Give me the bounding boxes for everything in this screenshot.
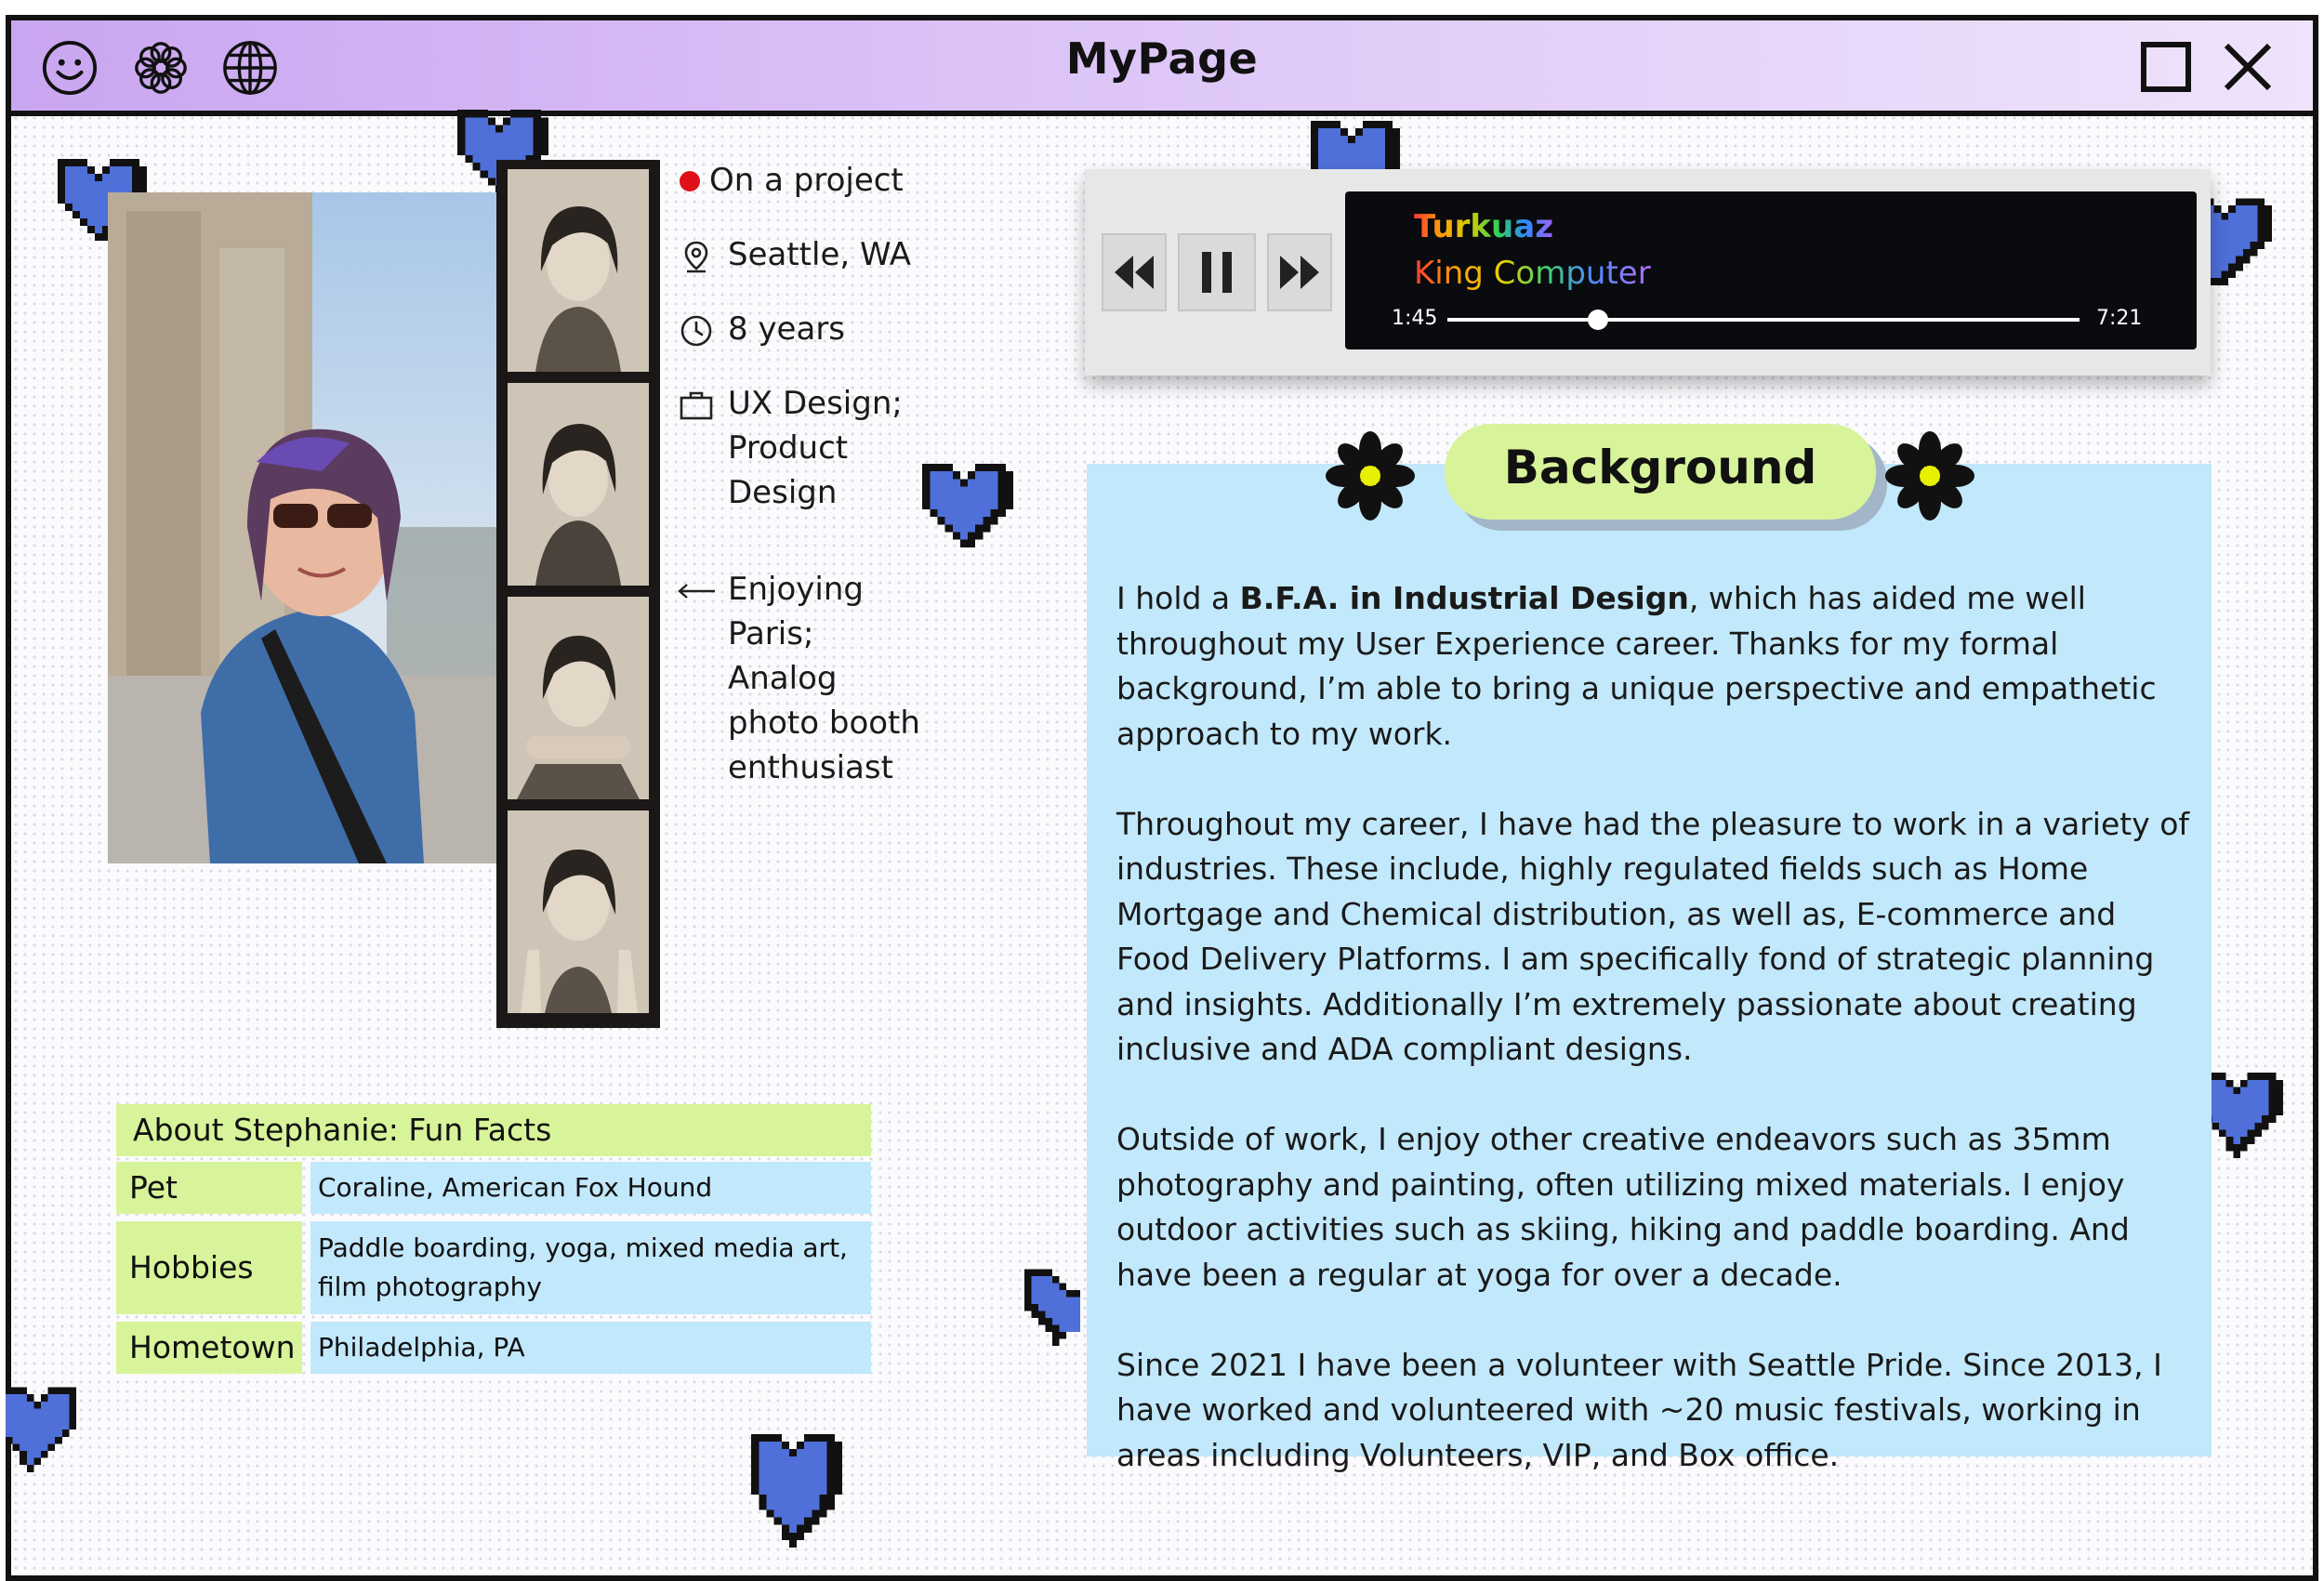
fun-fact-value-cell (310, 1221, 871, 1314)
fun-facts-header (116, 1104, 871, 1156)
fast-forward-icon (1269, 235, 1330, 310)
daisy-icon (1883, 429, 1976, 522)
app-window (6, 15, 2318, 1581)
photo-booth-frame (508, 810, 649, 1013)
clock-icon (680, 314, 713, 348)
photo-booth-strip (496, 160, 660, 1028)
pixel-heart-icon (1303, 119, 1400, 175)
fun-fact-label-cell (116, 1322, 302, 1374)
status-dot-icon (680, 171, 700, 191)
artist-name: King Computer (1414, 255, 1651, 292)
photo-booth-frame (508, 383, 649, 586)
background-heading: Background (1503, 441, 1817, 494)
location-text: Seattle, WA (728, 236, 911, 273)
degree-text: B.F.A. in Industrial Design (1239, 580, 1689, 616)
background-paragraph (1116, 576, 2195, 757)
fast-forward-button[interactable] (1267, 233, 1332, 311)
experience-text: 8 years (728, 310, 846, 348)
daisy-icon (1324, 429, 1417, 522)
window-title: MyPage (1065, 33, 1259, 84)
close-icon[interactable] (2222, 41, 2274, 93)
song-title: Turkuaz (1414, 208, 1553, 245)
rewind-button[interactable] (1102, 233, 1167, 311)
progress-knob[interactable] (1588, 310, 1608, 330)
briefcase-icon (680, 389, 713, 422)
fun-fact-label: Hobbies (129, 1249, 254, 1285)
elapsed-time: 1:45 (1392, 307, 1438, 330)
background-text (1116, 576, 2195, 1523)
pixel-heart-icon (1024, 1266, 1080, 1363)
background-paragraph: Throughout my career, I have had the pleasure to work in a variety of industries. These include, highly regulated fields such as Home Mortgage and Chemical distribution, as well as, E-commerce and Food Delivery Platforms. I am specifically fond of strategic planning and insights. Additionally I’m extremely passionate about creating inclusive and ADA compliant designs. (1116, 805, 2190, 1067)
total-duration: 7:21 (2096, 307, 2143, 330)
player-screen (1345, 191, 2197, 349)
background-paragraph: Outside of work, I enjoy other creative endeavors such as 35mm photography and painting, often utilizing mixed materials. I enjoy outdoor activities such as skiing, hiking and paddle boarding. And have been a regular at yoga for over a decade. (1116, 1121, 2130, 1293)
pixel-heart-icon (744, 1433, 842, 1556)
background-heading-pill (1445, 424, 1876, 520)
fun-facts-title: About Stephanie: Fun Facts (133, 1112, 552, 1148)
fun-fact-label: Pet (129, 1169, 178, 1206)
maximize-icon[interactable] (2140, 41, 2192, 93)
location-pin-icon (680, 240, 713, 273)
fun-fact-label-cell (116, 1221, 302, 1314)
fun-fact-label-cell (116, 1162, 302, 1214)
fun-fact-label: Hometown (129, 1329, 296, 1365)
fun-fact-value: Paddle boarding, yoga, mixed media art, film photography (318, 1232, 848, 1302)
roles-text: UX Design; Product Design (728, 385, 903, 511)
caption-text: Enjoying Paris; Analog photo booth enthusiast (728, 571, 920, 786)
pixel-heart-icon (915, 462, 1013, 557)
fun-fact-value-cell (310, 1162, 871, 1214)
pause-button[interactable] (1178, 233, 1256, 311)
music-player (1085, 169, 2211, 375)
fun-fact-value: Coraline, American Fox Hound (318, 1172, 713, 1203)
paragraph-text: I hold a (1116, 580, 1240, 616)
paragraph-text: , which has aided me well throughout my User Experience career. Thanks for my formal background, I’m able to bring a unique perspective and empathetic approach to my work. (1116, 580, 2157, 752)
title-bar (11, 20, 2313, 116)
pixel-heart-icon (6, 1385, 76, 1482)
pause-icon (1180, 235, 1254, 310)
fun-fact-value: Philadelphia, PA (318, 1332, 525, 1363)
fun-fact-value-cell (310, 1322, 871, 1374)
photo-booth-frame (508, 597, 649, 799)
status-text: On a project (709, 162, 904, 199)
arrow-left-icon (676, 574, 717, 608)
progress-track[interactable] (1447, 318, 2080, 322)
photo-booth-frame (508, 169, 649, 372)
background-paragraph: Since 2021 I have been a volunteer with Seattle Pride. Since 2013, I have worked and volunteered with ~20 music festivals, working in areas including Volunteers, VIP, and Box office. (1116, 1346, 2162, 1473)
profile-photo (108, 192, 506, 863)
rewind-icon (1103, 235, 1165, 310)
